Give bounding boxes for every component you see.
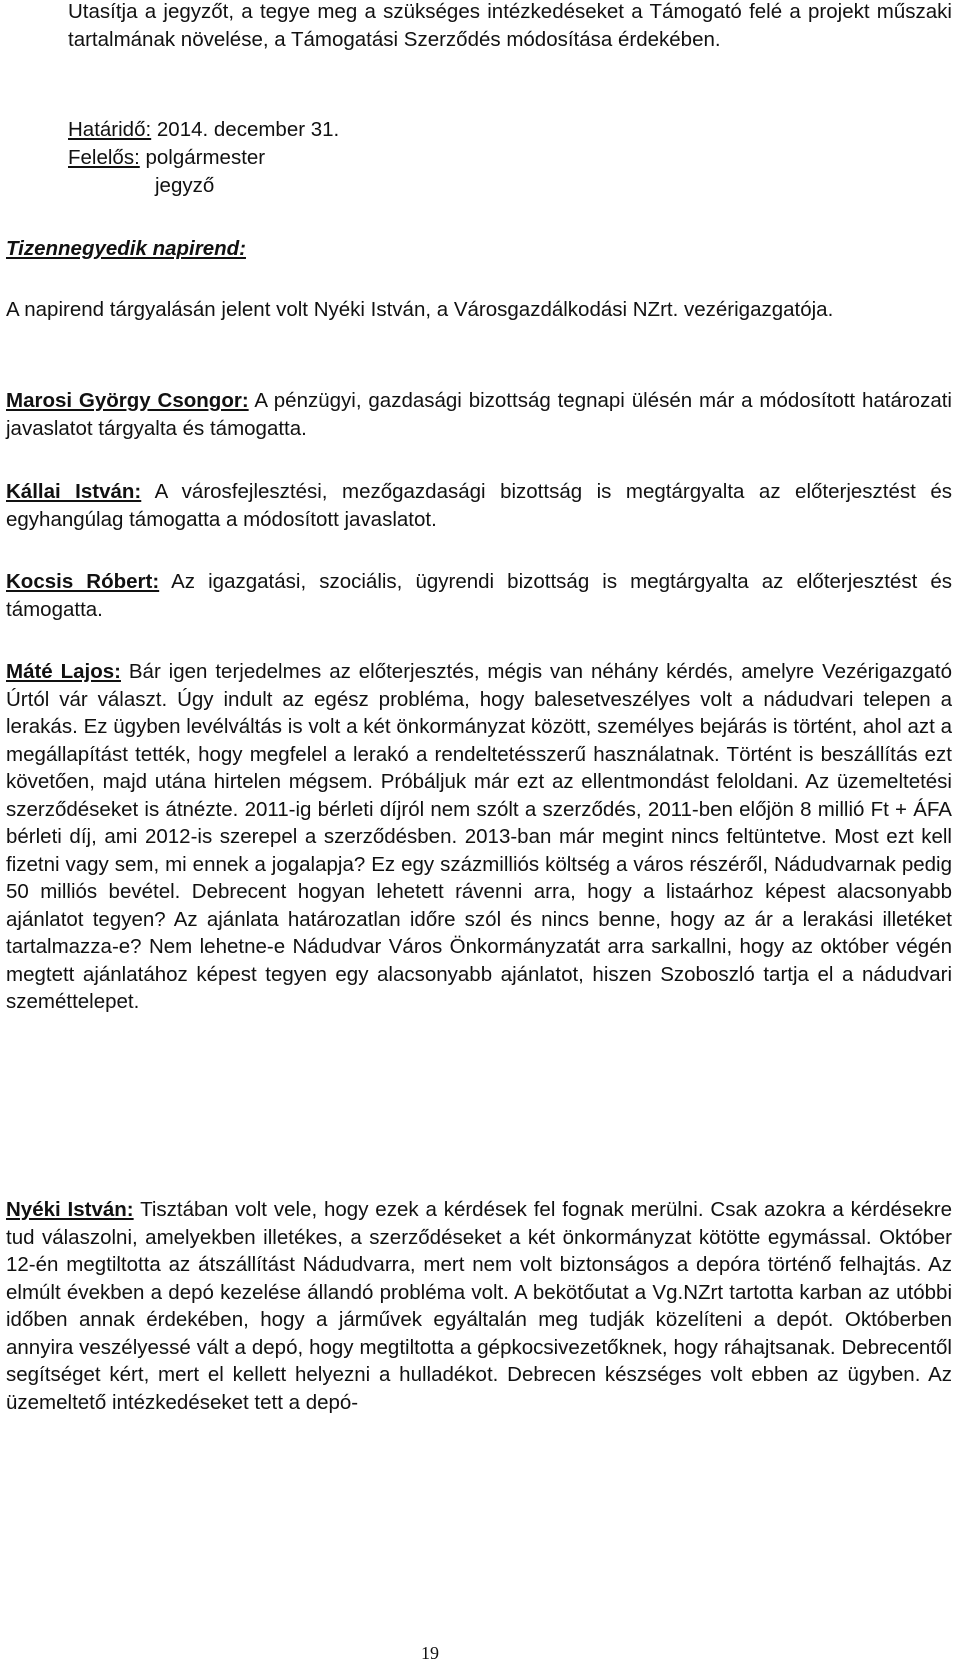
speaker-text-marosi: A pénzügyi, gazdasági bizottság tegnapi ülésén már a módosított határozati javaslatot tárgyalta és támogatta. <box>6 389 952 440</box>
agenda-paragraph: A napirend tárgyalásán jelent volt Nyéki István, a Városgazdálkodási NZrt. vezérigazgatója. <box>6 298 834 321</box>
deadline-label: Határidő: <box>68 118 152 141</box>
intro-paragraph: Utasítja a jegyzőt, a tegye meg a szükséges intézkedéseket a Támogató felé a projekt műszaki tartalmának növelése, a Támogatási Szerződés módosítása érdekében. <box>68 0 952 51</box>
speaker-text-kallai: A városfejlesztési, mezőgazdasági bizottság is megtárgyalta az előterjesztést és egyhangúlag támogatta a módosított javaslatot. <box>6 480 952 531</box>
speaker-text-kocsis: Az igazgatási, szociális, ügyrendi bizottság is megtárgyalta az előterjesztést és támogatta. <box>6 570 952 621</box>
responsible-line <box>68 144 265 172</box>
speaker-name-marosi: Marosi György Csongor: <box>6 389 249 412</box>
speaker-text-mate: Bár igen terjedelmes az előterjesztés, mégis van néhány kérdés, amelyre Vezérigazgató Úrtól vár választ. Úgy indult az egész probléma, hogy balesetveszélyes volt a nádudvari telepen a lerakás. Ez ügyben levélváltás is volt a két önkormányzat között, személyes bejárás is történt, ahol azt a megállapítást tették, hogy megfelel a lerakó a rendeltetésszerű használatnak. Történt is beszállítás ezt követően, majd utána hirtelen mégsem. Próbáljuk már ezt az ellentmondást feloldani. Az üzemeltetési szerződéseket is átnézte. 2011-ig bérleti díjról nem szólt a szerződés, 2011-ben előjön 8 millió Ft + ÁFA bérleti díj, ami 2012-is szerepel a szerződésben. 2013-ban már megint nincs feltüntetve. Most ezt kell fizetni vagy sem, mi ennek a jogalapja? Ez egy százmilliós költség a város részéről, Nádudvarnak pedig 50 milliós bevétel. Debrecent hogyan lehetett rávenni arra, hogy a listaárhoz képest alacsonyabb ajánlatot tegyen? Az ajánlata határozatlan időre szól és nincs benne, hogy az ár a lerakási illetéket tartalmazza-e? Nem lehetne-e Nádudvar Város Önkormányzatát arra sarkallni, hogy az október végén megtett ajánlatához képest tegyen egy alacsonyabb ajánlatot, hiszen Szoboszló tartja el a nádudvari szeméttelepet. <box>6 660 952 1013</box>
speaker-paragraph-kallai <box>6 478 952 533</box>
deadline-line <box>68 116 339 144</box>
speaker-paragraph-kocsis <box>6 568 952 623</box>
speaker-paragraph-marosi <box>6 387 952 442</box>
deadline-value: 2014. december 31. <box>156 118 340 141</box>
speaker-text-nyeki: Tisztában volt vele, hogy ezek a kérdések fel fognak merülni. Csak azokra a kérdésekre tud válaszolni, amelyekben illetékes, a szerződéseket a két önkormányzat kötötte egymással. Október 12-én megtiltotta az átszállítást Nádudvarra, mert nem volt biztonságos a depóra történő felhajtás. Az elmúlt években a depó kezelése állandó probléma volt. A bekötőutat a Vg.NZrt tartotta karban az utóbbi időben annak érdekében, hogy a járművek egyáltalán meg tudják közelíteni a depót. Októberben annyira veszélyessé vált a depó, hogy megtiltotta a gépkocsivezetőknek, hogy ráhajtsanak. Debrecentől segítséget kért, mert el kellett helyezni a hulladékot. Debrecen készséges volt ebben az ügyben. Az üzemeltető intézkedéseket tett a depó- <box>6 1198 952 1414</box>
agenda-heading: Tizennegyedik napirend: <box>6 237 246 260</box>
speaker-name-kallai: Kállai István: <box>6 480 142 503</box>
responsible-notary: jegyző <box>155 174 215 197</box>
speaker-paragraph-nyeki <box>6 1196 952 1416</box>
speaker-name-nyeki: Nyéki István: <box>6 1198 134 1221</box>
page-number: 19 <box>421 1643 439 1663</box>
speaker-name-mate: Máté Lajos: <box>6 660 121 683</box>
speaker-name-kocsis: Kocsis Róbert: <box>6 570 160 593</box>
responsible-label: Felelős: <box>68 146 140 169</box>
speaker-paragraph-mate <box>6 658 952 1016</box>
responsible-mayor: polgármester <box>145 146 266 169</box>
